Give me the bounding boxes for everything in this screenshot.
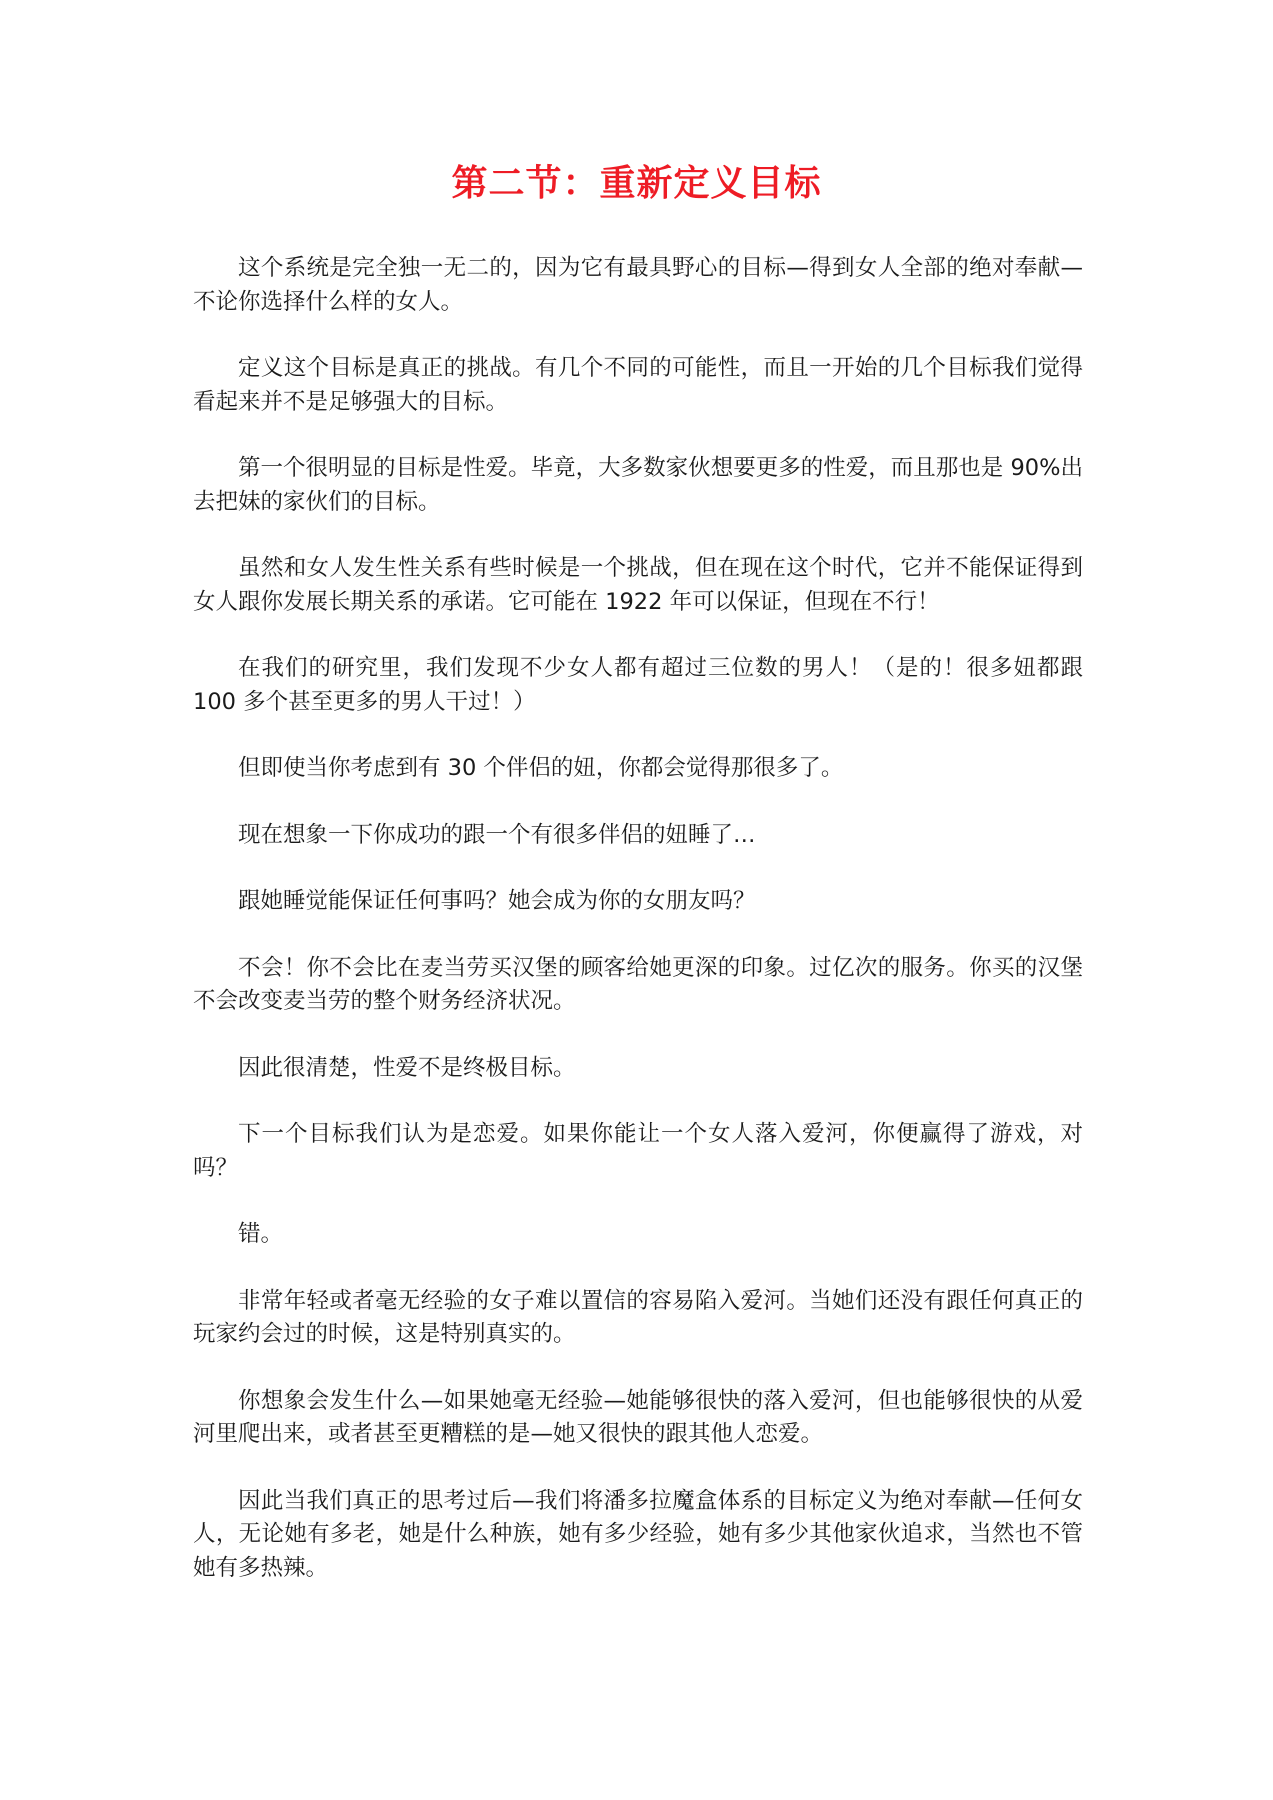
paragraph-8: 跟她睡觉能保证任何事吗？她会成为你的女朋友吗？ (238, 888, 756, 914)
paragraph-12: 错。 (238, 1221, 284, 1247)
section-title: 第二节：重新定义目标 (451, 162, 822, 204)
paragraph-9: 不会！你不会比在麦当劳买汉堡的顾客给她更深的印象。过亿次的服务。你买的汉堡不会改变麦当劳的整个财务经济状况。 (193, 954, 1083, 1014)
paragraph-1: 这个系统是完全独一无二的，因为它有最具野心的目标—得到女人全部的绝对奉献—不论你选择什么样的女人。 (193, 255, 1083, 315)
paragraph-10: 因此很清楚，性爱不是终极目标。 (238, 1054, 576, 1081)
paragraph-6: 但即使当你考虑到有 30 个伴侣的妞，你都会觉得那很多了。 (238, 755, 844, 781)
paragraph-7: 现在想象一下你成功的跟一个有很多伴侣的妞睡了… (238, 821, 756, 848)
paragraph-13: 非常年轻或者毫无经验的女子难以置信的容易陷入爱河。当她们还没有跟任何真正的玩家约会过的时候，这是特别真实的。 (193, 1287, 1083, 1347)
paragraph-3: 第一个很明显的目标是性爱。毕竟，大多数家伙想要更多的性爱，而且那也是 90%出去把妹的家伙们的目标。 (193, 455, 1083, 515)
body-text (193, 252, 1083, 1618)
paragraph-5: 在我们的研究里，我们发现不少女人都有超过三位数的男人！（是的！很多妞都跟 100 多个甚至更多的男人干过！） (193, 655, 1083, 715)
paragraph-14: 你想象会发生什么—如果她毫无经验—她能够很快的落入爱河，但也能够很快的从爱河里爬出来，或者甚至更糟糕的是—她又很快的跟其他人恋爱。 (193, 1387, 1083, 1447)
paragraph-11: 下一个目标我们认为是恋爱。如果你能让一个女人落入爱河，你便赢得了游戏，对吗？ (193, 1121, 1083, 1181)
paragraph-2: 定义这个目标是真正的挑战。有几个不同的可能性，而且一开始的几个目标我们觉得看起来并不是足够强大的目标。 (193, 355, 1083, 415)
paragraph-4: 虽然和女人发生性关系有些时候是一个挑战，但在现在这个时代，它并不能保证得到女人跟你发展长期关系的承诺。它可能在 1922 年可以保证，但现在不行！ (193, 555, 1083, 615)
paragraph-15: 因此当我们真正的思考过后—我们将潘多拉魔盒体系的目标定义为绝对奉献—任何女人，无论她有多老，她是什么种族，她有多少经验，她有多少其他家伙追求，当然也不管她有多热辣。 (193, 1487, 1083, 1581)
